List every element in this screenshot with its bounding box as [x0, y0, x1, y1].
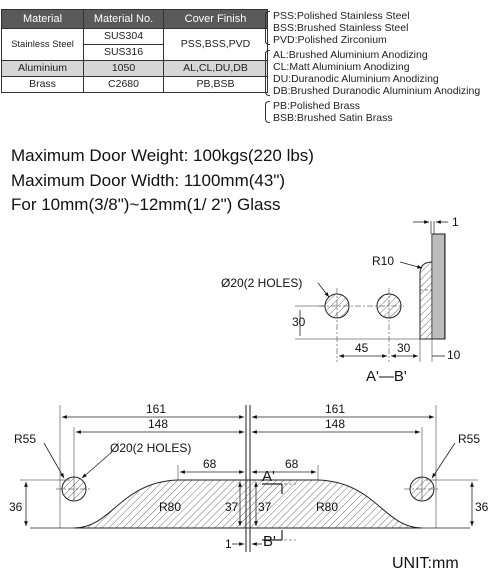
dim-thickness-10: 10: [447, 348, 461, 362]
unit-label: UNIT:mm: [392, 555, 459, 572]
legend-item: DB:Brushed Duranodic Aluminium Anodizing: [273, 85, 481, 97]
dim-height-30: 30: [292, 315, 306, 329]
center-right: 37: [258, 500, 272, 514]
dim-total-left: 161: [146, 402, 167, 416]
radius-r55-left: R55: [14, 432, 37, 446]
height-left: 36: [9, 500, 23, 514]
section-label: A'—B': [366, 368, 407, 385]
height-right: 36: [475, 500, 489, 514]
legend-item: PSS:Polished Stainless Steel: [273, 10, 410, 22]
cell-no-sus316: SUS316: [84, 45, 164, 61]
cell-finish-stainless: PSS,BSS,PVD: [164, 29, 268, 61]
header-cover-finish: Cover Finish: [164, 10, 268, 29]
spec-glass: For 10mm(3/8")~12mm(1/ 2") Glass: [11, 195, 281, 214]
spec-max-weight: Maximum Door Weight: 100kgs(220 lbs): [11, 146, 314, 165]
cell-no-1050: 1050: [84, 61, 164, 77]
dim-total-right: 161: [325, 402, 346, 416]
section-view: [295, 221, 448, 362]
marker-b: B': [263, 533, 276, 550]
header-material: Material: [2, 10, 84, 29]
cell-no-c2680: C2680: [84, 77, 164, 93]
spec-max-width: Maximum Door Width: 1100mm(43"): [11, 170, 286, 190]
cell-material-aluminium: Aluminium: [2, 61, 84, 77]
gap-dim: 1: [225, 537, 232, 551]
curve-right: R80: [316, 500, 339, 514]
legend-item: BSB:Brushed Satin Brass: [273, 112, 393, 124]
handle-section: [420, 262, 432, 339]
legend-item: AL:Brushed Aluminium Anodizing: [273, 49, 428, 61]
holes-label-plan: Ø20(2 HOLES): [110, 441, 192, 455]
legend-item: CL:Matt Aluminium Anodizing: [273, 61, 410, 73]
legend-item: PB:Polished Brass: [273, 100, 360, 112]
header-material-no: Material No.: [84, 10, 164, 29]
legend-item: DU:Duranodic Aluminium Anodizing: [273, 73, 439, 85]
curve-left: R80: [159, 500, 182, 514]
plan-view: [20, 405, 481, 552]
cell-material-brass: Brass: [2, 77, 84, 93]
handle-plan: [74, 480, 422, 528]
cell-finish-aluminium: AL,CL,DU,DB: [164, 61, 268, 77]
radius-r10: R10: [372, 254, 395, 268]
dim-top: 1: [452, 215, 459, 229]
dim-hole-right: 148: [325, 417, 346, 431]
dim-spacing-45: 45: [355, 341, 369, 355]
dim-center-right: 68: [285, 457, 299, 471]
radius-r55-right: R55: [458, 432, 481, 446]
cell-material-stainless: Stainless Steel: [2, 29, 84, 61]
dim-center-left: 68: [203, 457, 217, 471]
legend-item: PVD:Polished Zirconium: [273, 34, 387, 46]
dim-hole-left: 148: [148, 417, 169, 431]
legend-item: BSS:Brushed Stainless Steel: [273, 22, 409, 34]
dim-edge-30: 30: [397, 341, 411, 355]
holes-label: Ø20(2 HOLES): [221, 276, 303, 290]
cell-finish-brass: PB,BSB: [164, 77, 268, 93]
marker-a: A': [262, 468, 275, 485]
center-left: 37: [225, 500, 239, 514]
cell-no-sus304: SUS304: [84, 29, 164, 45]
